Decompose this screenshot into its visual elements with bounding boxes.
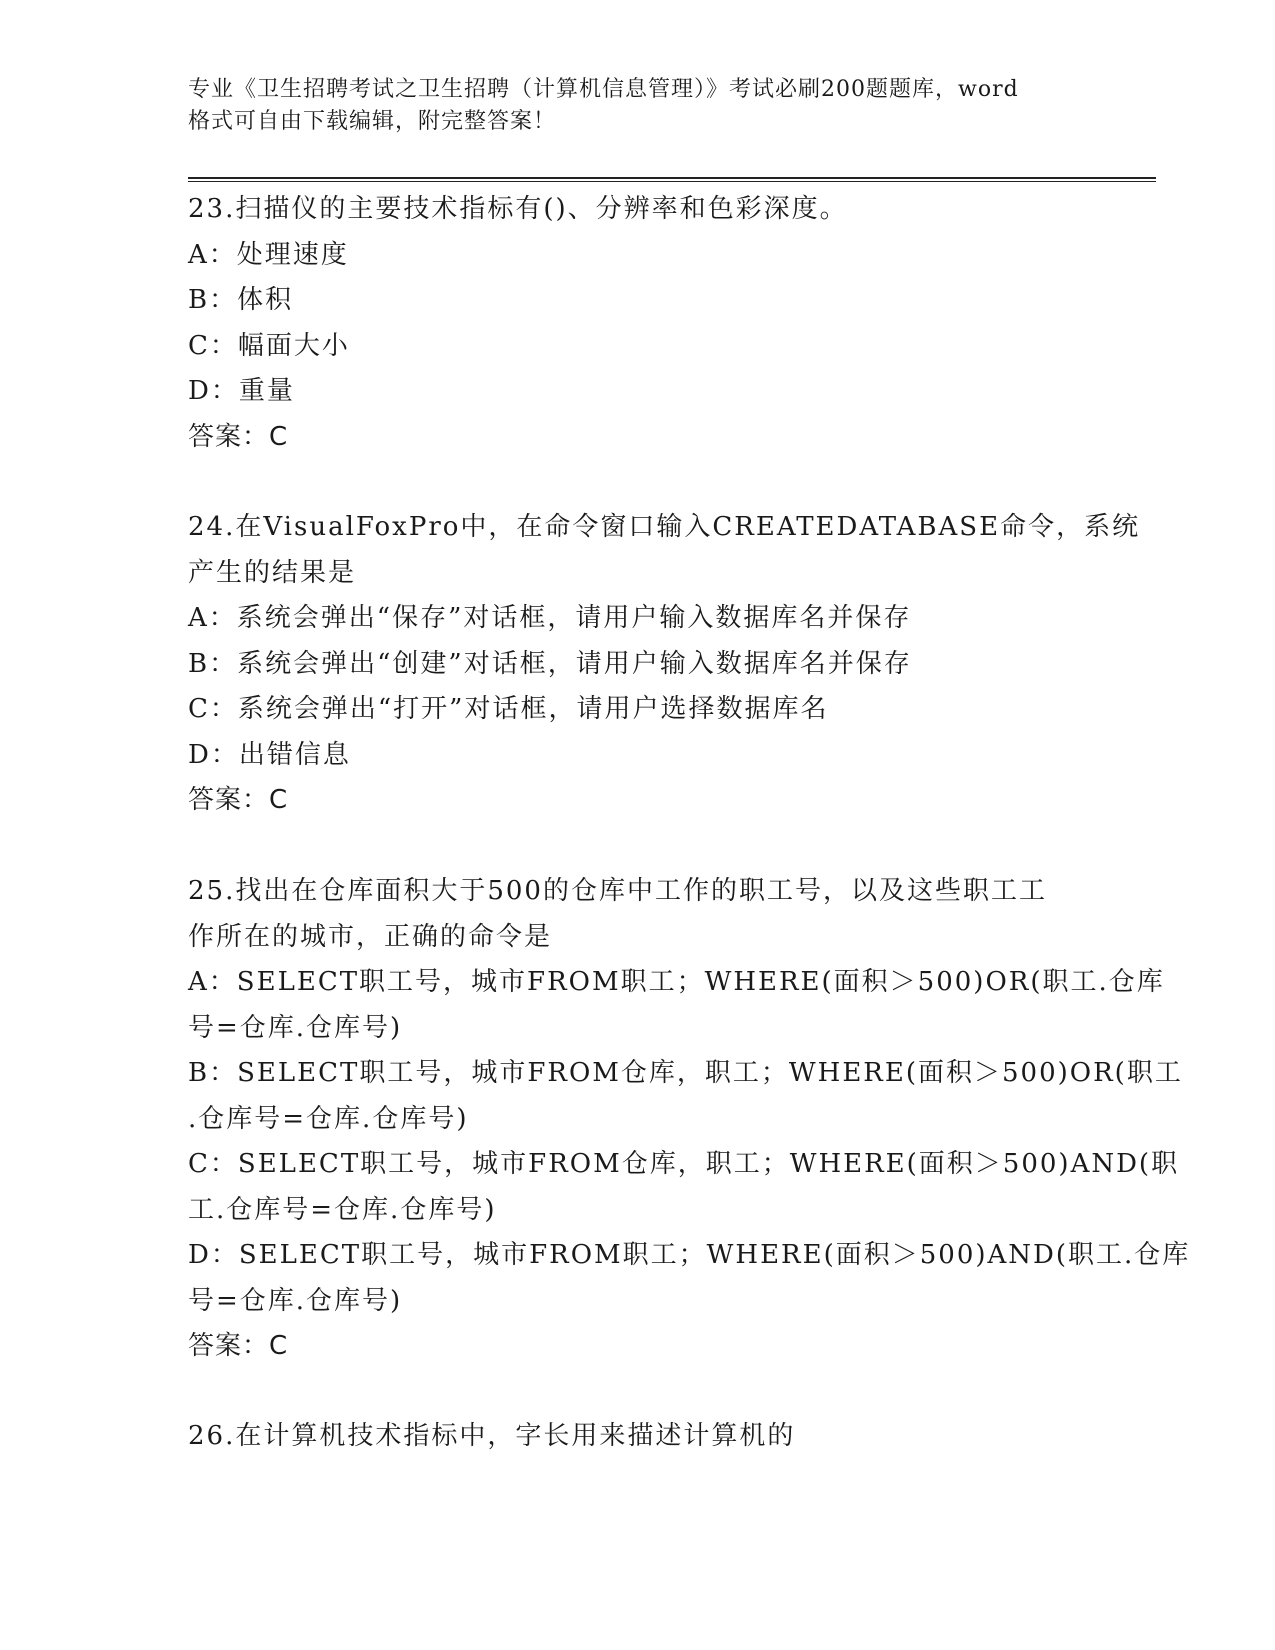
option-a: A：处理速度	[188, 239, 349, 270]
answer-line: 答案：C	[188, 421, 289, 452]
option-a: A：SELECT职工号，城市FROM职工；WHERE(面积＞500)OR(职工.仓库	[188, 967, 1165, 997]
option-b-continued: .仓库号=仓库.仓库号)	[188, 1103, 469, 1134]
question-stem: 26.在计算机技术指标中，字长用来描述计算机的	[188, 1421, 796, 1451]
question-24	[188, 505, 1141, 824]
option-d: D：重量	[188, 376, 295, 406]
question-25	[188, 869, 1191, 1370]
option-d: D：SELECT职工号，城市FROM职工；WHERE(面积＞500)AND(职工.仓库	[188, 1240, 1191, 1270]
question-stem: 23.扫描仪的主要技术指标有()、分辨率和色彩深度。	[188, 194, 848, 224]
option-c: C：幅面大小	[188, 330, 350, 361]
option-b: B：SELECT职工号，城市FROM仓库，职工；WHERE(面积＞500)OR(职工	[188, 1058, 1183, 1088]
answer-line: 答案：C	[188, 785, 289, 815]
question-stem-continued: 作所在的城市，正确的命令是	[188, 921, 553, 952]
header-line-1: 专业《卫生招聘考试之卫生招聘（计算机信息管理）》考试必刷200题题库，word	[188, 77, 1019, 102]
question-26	[188, 1414, 1088, 1460]
option-d: D：出错信息	[188, 739, 351, 770]
header-line-2: 格式可自由下载编辑，附完整答案！	[188, 109, 557, 134]
question-stem: 24.在VisualFoxPro中，在命令窗口输入CREATEDATABASE命令，系统	[188, 512, 1141, 542]
option-b: B：体积	[188, 285, 294, 315]
question-23	[188, 187, 1088, 460]
option-a: A：系统会弹出“保存”对话框，请用户输入数据库名并保存	[188, 603, 912, 633]
answer-line: 答案：C	[188, 1331, 289, 1361]
option-d-continued: 号=仓库.仓库号)	[188, 1285, 403, 1316]
option-a-continued: 号=仓库.仓库号)	[188, 1012, 403, 1043]
option-c: C：SELECT职工号，城市FROM仓库，职工；WHERE(面积＞500)AND(职	[188, 1149, 1180, 1179]
question-stem-continued: 产生的结果是	[188, 557, 357, 588]
document-header	[188, 74, 1088, 138]
option-b: B：系统会弹出“创建”对话框，请用户输入数据库名并保存	[188, 648, 912, 679]
question-stem: 25.找出在仓库面积大于500的仓库中工作的职工号，以及这些职工工	[188, 876, 1047, 906]
header-divider	[188, 177, 1156, 182]
option-c-continued: 工.仓库号=仓库.仓库号)	[188, 1194, 497, 1225]
option-c: C：系统会弹出“打开”对话框，请用户选择数据库名	[188, 694, 829, 724]
